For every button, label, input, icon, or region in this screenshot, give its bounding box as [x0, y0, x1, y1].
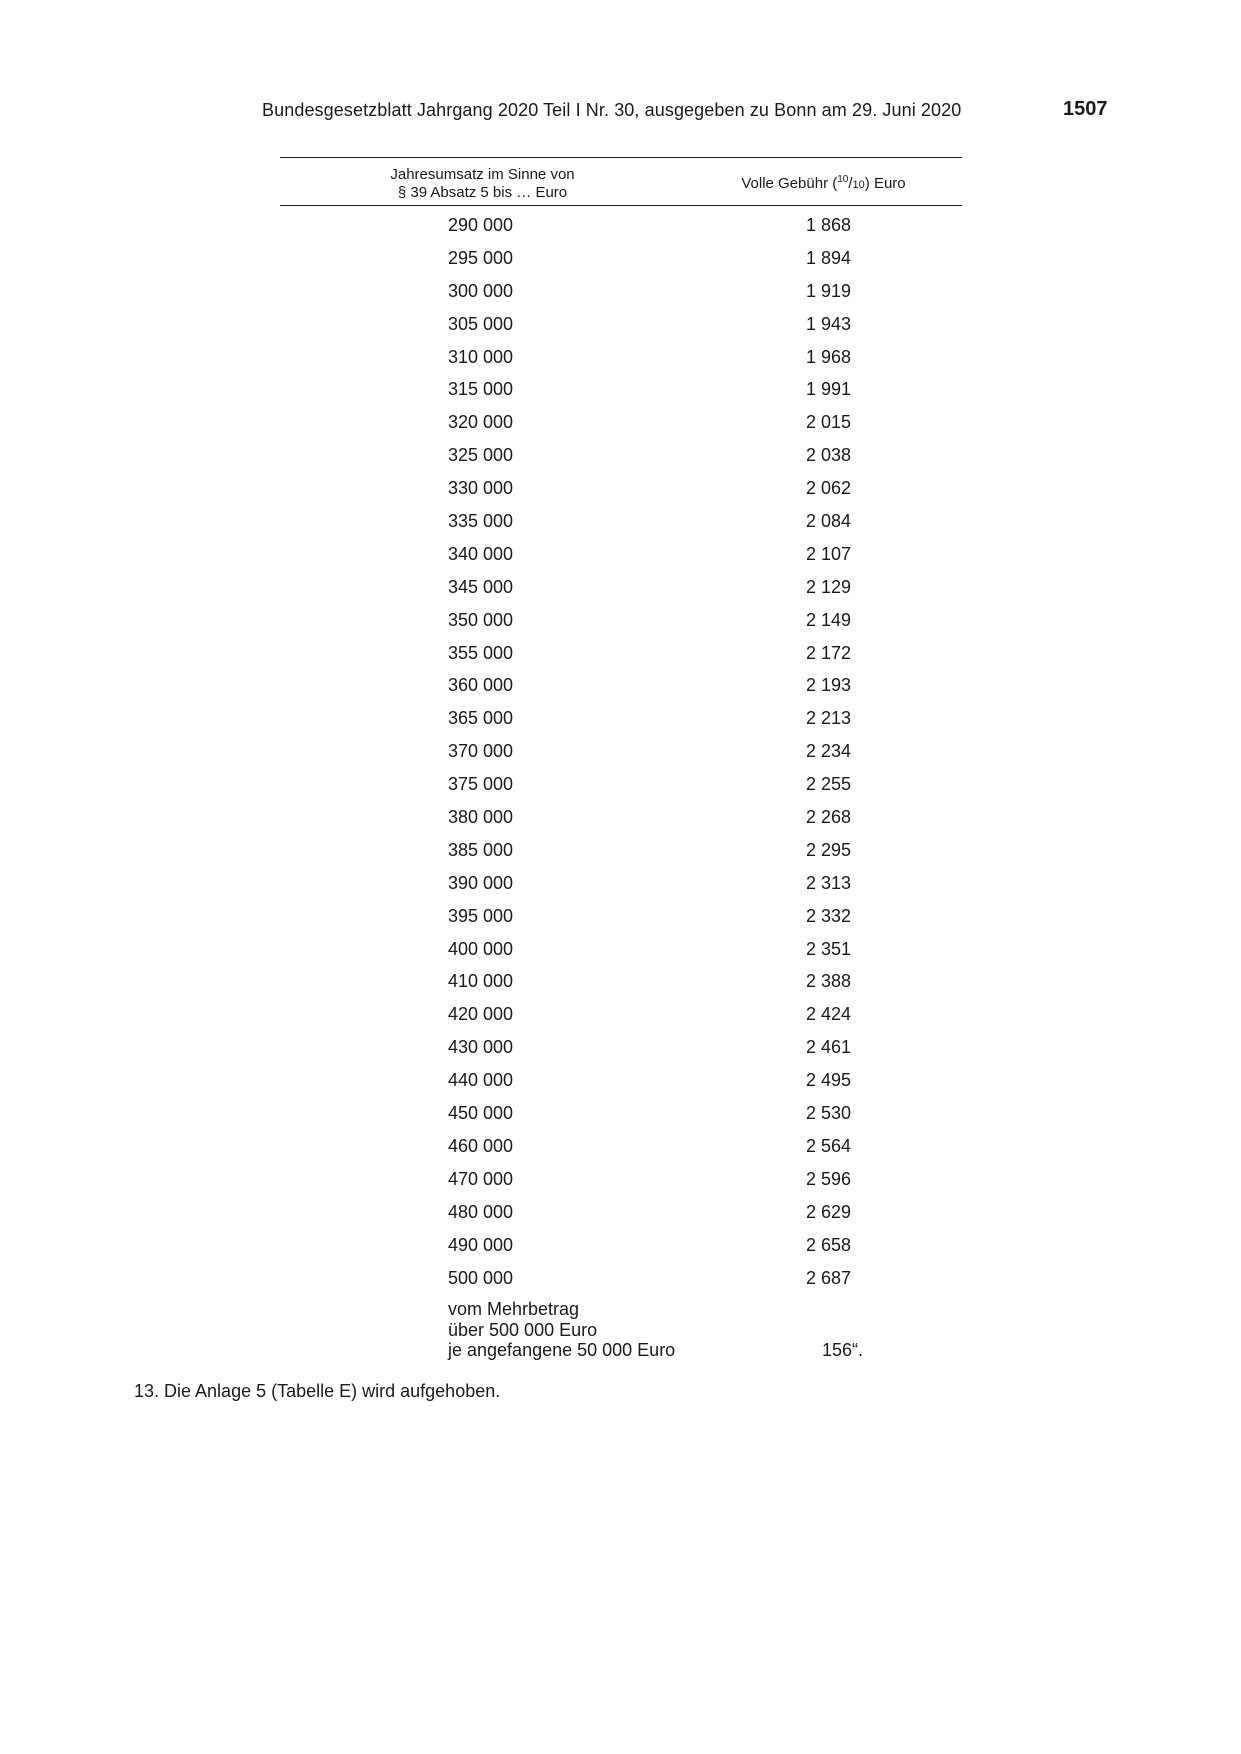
table-row — [280, 1166, 962, 1199]
fraction-denominator: 10 — [852, 179, 865, 191]
gebuehr-cell: 2 268 — [806, 807, 852, 828]
umsatz-cell: 340 000 — [448, 543, 514, 564]
gebuehr-cell: 2 332 — [806, 905, 852, 926]
umsatz-cell: 320 000 — [448, 412, 514, 433]
amendment-item-13: 13. Die Anlage 5 (Tabelle E) wird aufgehoben. — [134, 1381, 501, 1401]
mehrbetrag-gebuehr: 156“. — [822, 1340, 864, 1361]
table-row — [280, 738, 962, 771]
table-row — [280, 870, 962, 903]
gebuehr-cell: 1 919 — [806, 280, 852, 301]
table-row — [280, 903, 962, 936]
umsatz-cell: 310 000 — [448, 346, 514, 367]
gebuehr-cell: 2 172 — [806, 642, 852, 663]
umsatz-cell: 325 000 — [448, 445, 514, 466]
umsatz-cell: 300 000 — [448, 280, 514, 301]
table-row — [280, 1133, 962, 1166]
running-head: Bundesgesetzblatt Jahrgang 2020 Teil I Nr. 30, ausgegeben zu Bonn am 29. Juni 2020 — [262, 100, 962, 120]
column-header-gebuehr-prefix: Volle Gebühr ( — [741, 175, 838, 192]
umsatz-cell: 440 000 — [448, 1070, 514, 1091]
gebuehr-cell: 2 461 — [806, 1037, 852, 1058]
table-row-mehrbetrag — [280, 1297, 962, 1361]
column-header-umsatz-line2: § 39 Absatz 5 bis … Euro — [397, 184, 568, 201]
table-row — [280, 376, 962, 409]
umsatz-cell: 365 000 — [448, 708, 514, 729]
table-row — [280, 212, 962, 245]
table-body — [280, 206, 962, 1297]
gebuehr-cell: 2 149 — [806, 609, 852, 630]
gebuehr-cell: 2 388 — [806, 971, 852, 992]
umsatz-cell: 330 000 — [448, 478, 514, 499]
column-header-gebuehr — [685, 174, 962, 192]
gebuehr-cell: 2 255 — [806, 774, 852, 795]
table-row — [280, 278, 962, 311]
mehrbetrag-line3: je angefangene 50 000 Euro — [448, 1340, 676, 1361]
table-row — [280, 409, 962, 442]
table-row — [280, 574, 962, 607]
fraction-slash: / — [848, 175, 853, 192]
gebuehr-cell: 2 062 — [806, 478, 852, 499]
mehrbetrag-line2: über 500 000 Euro — [448, 1319, 598, 1340]
table-row — [280, 672, 962, 705]
gebuehr-cell: 2 424 — [806, 1004, 852, 1025]
umsatz-cell: 290 000 — [448, 215, 514, 235]
gebuehr-cell: 2 213 — [806, 708, 852, 729]
umsatz-cell: 315 000 — [448, 379, 514, 400]
umsatz-cell: 335 000 — [448, 511, 514, 532]
gebuehr-cell: 2 530 — [806, 1103, 852, 1124]
umsatz-cell: 410 000 — [448, 971, 514, 992]
table-row — [280, 640, 962, 673]
gebuehr-cell: 1 868 — [806, 215, 852, 235]
umsatz-cell: 470 000 — [448, 1168, 514, 1189]
table-row — [280, 1199, 962, 1232]
umsatz-cell: 400 000 — [448, 938, 514, 959]
table-row — [280, 1265, 962, 1298]
gebuehr-cell: 2 015 — [806, 412, 852, 433]
gebuehr-cell: 2 629 — [806, 1201, 852, 1222]
fraction-numerator: 10 — [837, 174, 849, 185]
table-row — [280, 804, 962, 837]
gebuehr-cell: 1 968 — [806, 346, 852, 367]
umsatz-cell: 350 000 — [448, 609, 514, 630]
gebuehr-cell: 2 295 — [806, 839, 852, 860]
table-row — [280, 1100, 962, 1133]
table-row — [280, 837, 962, 870]
umsatz-cell: 360 000 — [448, 675, 514, 696]
umsatz-cell: 430 000 — [448, 1037, 514, 1058]
table-row — [280, 1067, 962, 1100]
gebuehr-cell: 2 038 — [806, 445, 852, 466]
umsatz-cell: 500 000 — [448, 1267, 514, 1288]
gebuehr-cell: 2 084 — [806, 511, 852, 532]
umsatz-cell: 385 000 — [448, 839, 514, 860]
umsatz-cell: 395 000 — [448, 905, 514, 926]
table-row — [280, 245, 962, 278]
table-row — [280, 1001, 962, 1034]
column-header-umsatz-line1: Jahresumsatz im Sinne von — [390, 166, 575, 183]
table-row — [280, 344, 962, 377]
gebuehr-cell: 2 687 — [806, 1267, 852, 1288]
fee-table — [280, 157, 962, 1361]
umsatz-cell: 450 000 — [448, 1103, 514, 1124]
table-row — [280, 607, 962, 640]
table-row — [280, 936, 962, 969]
column-header-gebuehr-suffix: ) Euro — [864, 175, 906, 192]
gebuehr-cell: 2 129 — [806, 576, 852, 597]
umsatz-cell: 490 000 — [448, 1234, 514, 1255]
umsatz-cell: 355 000 — [448, 642, 514, 663]
table-row — [280, 1034, 962, 1067]
umsatz-cell: 390 000 — [448, 872, 514, 893]
gebuehr-cell: 2 495 — [806, 1070, 852, 1091]
umsatz-cell: 370 000 — [448, 741, 514, 762]
umsatz-cell: 295 000 — [448, 247, 514, 268]
gebuehr-cell: 2 234 — [806, 741, 852, 762]
gebuehr-cell: 1 991 — [806, 379, 852, 400]
umsatz-cell: 345 000 — [448, 576, 514, 597]
table-row — [280, 705, 962, 738]
mehrbetrag-text — [448, 1299, 675, 1361]
gebuehr-cell: 2 313 — [806, 872, 852, 893]
table-row — [280, 442, 962, 475]
table-row — [280, 968, 962, 1001]
gebuehr-cell: 2 564 — [806, 1135, 852, 1156]
umsatz-cell: 380 000 — [448, 807, 514, 828]
gebuehr-cell: 2 658 — [806, 1234, 852, 1255]
table-header — [280, 158, 962, 205]
umsatz-cell: 375 000 — [448, 774, 514, 795]
umsatz-cell: 460 000 — [448, 1135, 514, 1156]
umsatz-cell: 480 000 — [448, 1201, 514, 1222]
table-row — [280, 311, 962, 344]
gebuehr-cell: 2 107 — [806, 543, 852, 564]
column-header-umsatz — [280, 166, 685, 202]
table-row — [280, 508, 962, 541]
gebuehr-cell: 2 596 — [806, 1168, 852, 1189]
gebuehr-cell: 1 894 — [806, 247, 852, 268]
page-number: 1507 — [1063, 98, 1108, 120]
mehrbetrag-line1: vom Mehrbetrag — [448, 1299, 580, 1320]
umsatz-cell: 420 000 — [448, 1004, 514, 1025]
table-row — [280, 541, 962, 574]
gebuehr-cell: 2 351 — [806, 938, 852, 959]
umsatz-cell: 305 000 — [448, 313, 514, 334]
gebuehr-cell: 1 943 — [806, 313, 852, 334]
gebuehr-cell: 2 193 — [806, 675, 852, 696]
table-row — [280, 1232, 962, 1265]
table-row — [280, 771, 962, 804]
table-row — [280, 475, 962, 508]
